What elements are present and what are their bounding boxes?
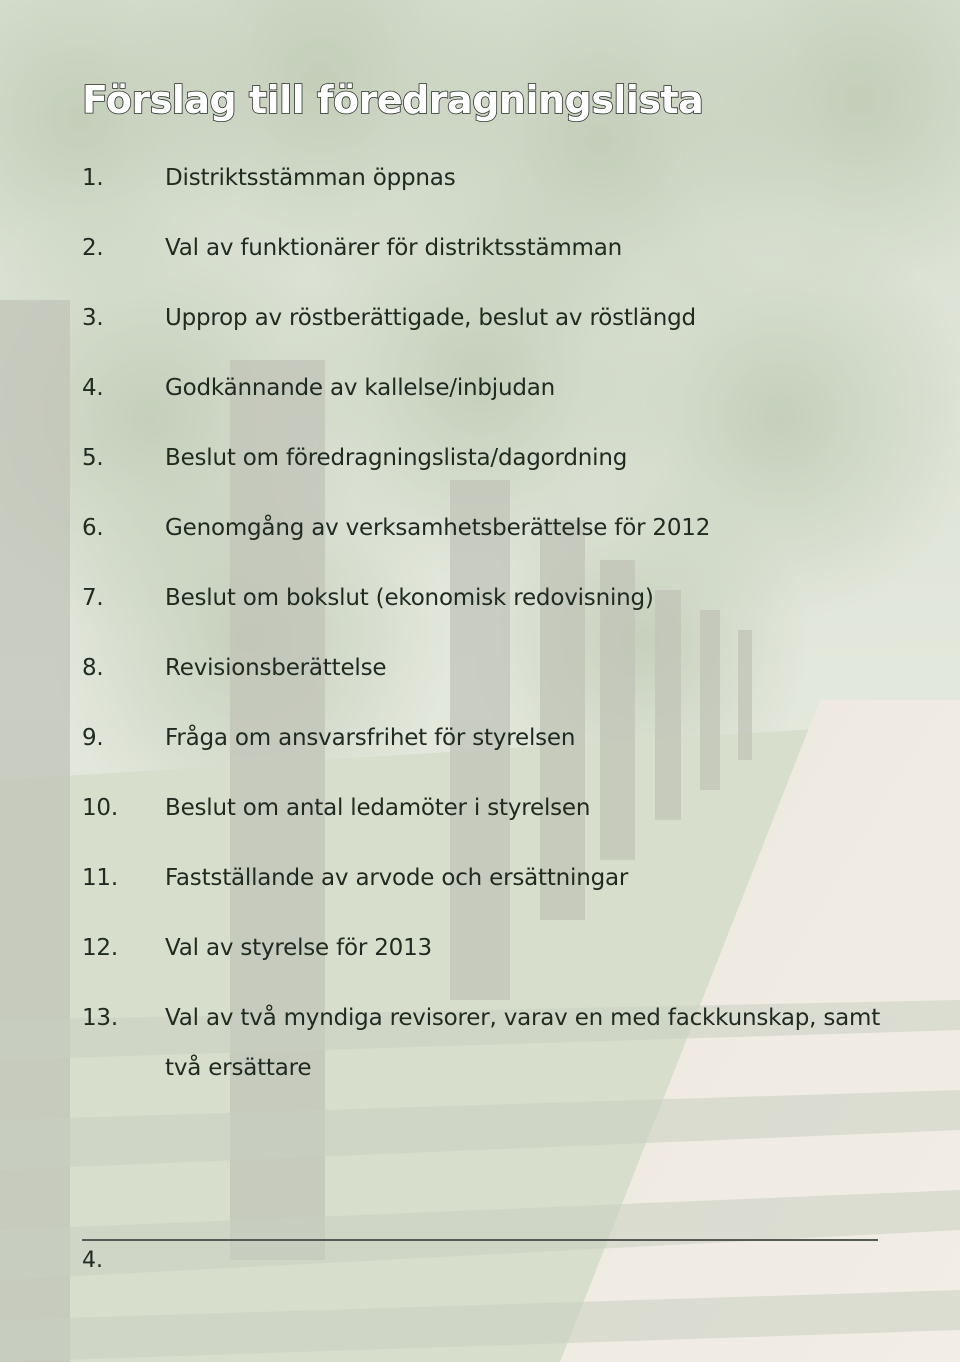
agenda-item-text: Genomgång av verksamhetsberättelse för 2012 xyxy=(165,515,711,541)
footer-divider xyxy=(82,1239,878,1241)
agenda-item-text: Fastställande av arvode och ersättningar xyxy=(165,865,629,891)
agenda-item xyxy=(82,510,902,553)
agenda-item-number: 4. xyxy=(82,375,104,401)
agenda-item-number: 7. xyxy=(82,585,104,611)
agenda-item-text: Beslut om föredragningslista/dagordning xyxy=(165,445,628,471)
agenda-item xyxy=(82,1000,902,1093)
agenda-item xyxy=(82,580,902,623)
agenda-item-number: 8. xyxy=(82,655,104,681)
agenda-item-text: Godkännande av kallelse/inbjudan xyxy=(165,375,556,401)
agenda-item xyxy=(82,650,902,693)
agenda-item xyxy=(82,930,902,973)
page-number: 4. xyxy=(82,1248,103,1273)
agenda-item-number: 6. xyxy=(82,515,104,541)
page-title: Förslag till föredragningslista xyxy=(82,78,704,122)
agenda-item-text: Fråga om ansvarsfrihet för styrelsen xyxy=(165,725,576,751)
agenda-item xyxy=(82,860,902,903)
agenda-item xyxy=(82,370,902,413)
agenda-list xyxy=(82,160,902,1120)
agenda-item-text: Upprop av röstberättigade, beslut av röstlängd xyxy=(165,305,696,331)
agenda-item-number: 3. xyxy=(82,305,104,331)
agenda-item-text: Beslut om antal ledamöter i styrelsen xyxy=(165,795,591,821)
agenda-item-number: 1. xyxy=(82,165,104,191)
agenda-item-text: Val av funktionärer för distriktsstämman xyxy=(165,235,623,261)
agenda-item xyxy=(82,230,902,273)
agenda-item xyxy=(82,300,902,343)
agenda-item-number: 12. xyxy=(82,935,118,961)
agenda-item-text: Val av två myndiga revisorer, varav en med fackkunskap, samt två ersättare xyxy=(165,1005,881,1081)
agenda-item xyxy=(82,440,902,483)
agenda-item xyxy=(82,720,902,763)
agenda-item-text: Distriktsstämman öppnas xyxy=(165,165,456,191)
agenda-item-text: Revisionsberättelse xyxy=(165,655,387,681)
agenda-item-number: 10. xyxy=(82,795,118,821)
agenda-item xyxy=(82,790,902,833)
agenda-item-number: 11. xyxy=(82,865,118,891)
agenda-item xyxy=(82,160,902,203)
agenda-item-text: Beslut om bokslut (ekonomisk redovisning) xyxy=(165,585,654,611)
agenda-item-text: Val av styrelse för 2013 xyxy=(165,935,432,961)
agenda-item-number: 9. xyxy=(82,725,104,751)
agenda-item-number: 5. xyxy=(82,445,104,471)
agenda-item-number: 13. xyxy=(82,1005,118,1031)
agenda-item-number: 2. xyxy=(82,235,104,261)
